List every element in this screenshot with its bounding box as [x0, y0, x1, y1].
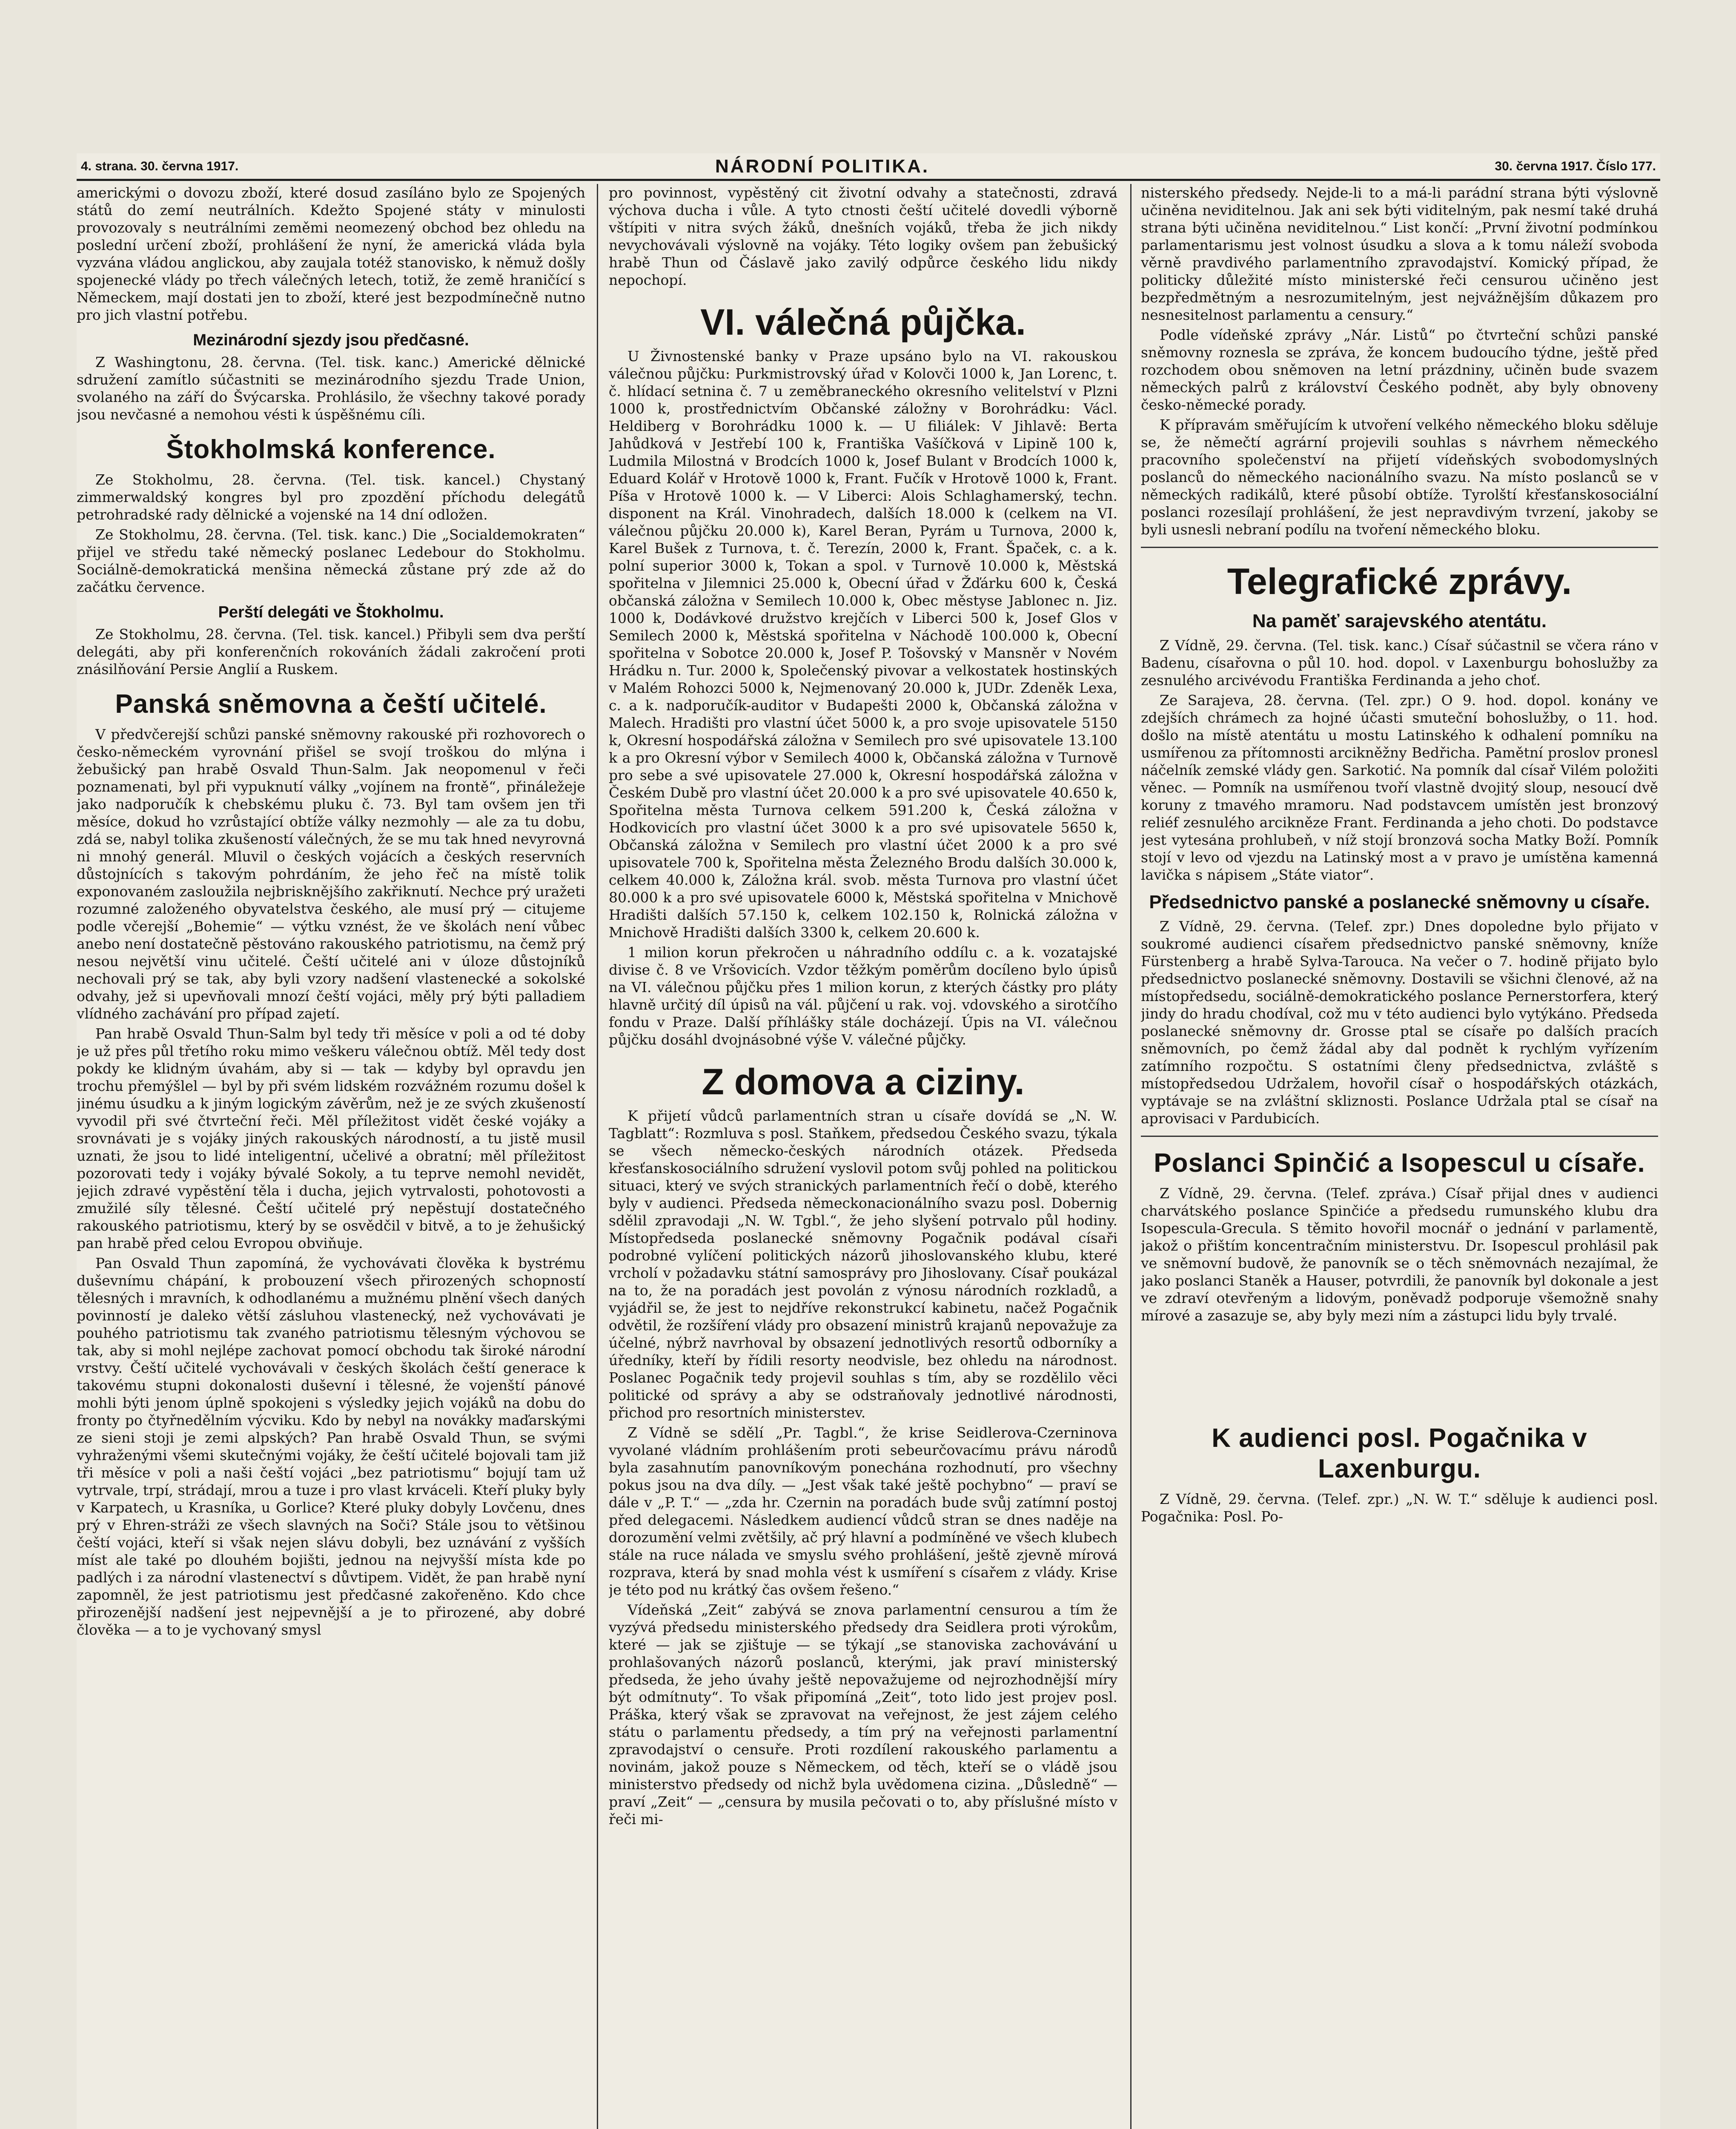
article-paragraph: Z Vídně, 29. června. (Telef. zpr.) Dnes dopoledne bylo přijato v soukromé audienci císařem předsednictvo panské sněmovny, kníže Fürstenberg a hrabě Sylva-Tarouca. Na večer o 7. hodině přijato bylo předsednictvo poslanecké sněmovny. Dostavili se všichni členové, až na místopředsedu, sociálně-demokratického poslance Pernerstorfera, který jindy do hradu chodíval, což mu v této audienci bylo vytýkáno. Předseda poslanecké sněmovny dr. Grosse ptal se císaře po dalších pracích sněmovních, po čemž žádal aby dal podnět k rychlým vyřízením zatímního rozpočtu. S ostatními členy předsednictva, zvláště s místopředsedou Udržalem, hovořil císař o hospodářských otázkách, vyptávaje se na zvláštní skliznosti. Poslance Udržala ptal se císař na aprovisaci v Pardubicích.	[1141, 918, 1658, 1127]
article-paragraph: 1 milion korun překročen u náhradního oddílu c. a k. vozatajské divise č. 8 ve Vršovicích. Vzdor těžkým poměrům docíleno bylo úpisů na VI. válečnou půjčku přes 1 milion korun, z kterých částky pro pláty hlavně určitý díl úpisů na vál. půjčení u rak. voj. vdovského a sirotčího fondu v Praze. Další příhlášky stále docházejí. Úpis na VI. válečnou půjčku dosáhl dvojnásobné výše V. válečné půjčky.	[609, 944, 1117, 1048]
blank-space	[1141, 1327, 1658, 1412]
article-paragraph: V předvčerejší schůzi panské sněmovny rakouské při rozhovorech o česko-německém vyrovnání přišel se svojí troškou do mlýna i žebušický pan hrabě Osvald Thun-Salm. Jak neopomenul v řeči poznamenati, byl při vypuknutí války „vojínem na frontě“, přináležeje jako nadporučík k chebskému pluku č. 73. Byl tam ovšem jen tři měsíce, dokud ho vzrůstající obtíže války nezmohly — ale za tu dobu, zdá se, nabyl tolika zkušeností válečných, že se mu tak hned nevyrovná ni mnohý generál. Mluvil o českých vojácích a českých reservních důstojnících s takovým pohrdáním, že jeho řeč na místě tolik exponovaném zasloužila nejbrisknějšího zakřiknutí. Nechce prý uražeti rozumné založeného obyvatelstva českého, ale musí prý — citujeme podle včerejší „Bohemie“ — výtku vznést, že ve školách není vůbec anebo není dostatečně pěstováno rakouského patriotismu, na čemž prý nesou největší vinu učitelé. Čeští učitelé ani v úloze důstojníků nechovali prý se tak, aby byli vzory nadšení vlastenecké a sokolské odvahy, jež si upevňovali mnozí čeští vojáci, měly prý býti palladiem vlídného zachávání pro případ zajetí.	[77, 726, 585, 1022]
article-paragraph: Z Vídně, 29. června. (Tel. tisk. kanc.) Císař súčastnil se včera ráno v Badenu, císařovna o půl 10. hod. dopol. v Laxenburgu bohoslužby za zesnulého arcivévodu Františka Ferdinanda a jeho choť.	[1141, 637, 1658, 689]
column-2	[609, 184, 1117, 2129]
column-1	[77, 184, 585, 2129]
article-paragraph: K přípravám směřujícím k utvoření velkého německého bloku sděluje se, že němečtí agrární projevili souhlas s návrhem německého pracovního společenství na přijetí vídeňských svobodomyslných poslanců do německého nacionálního svazu. Na místo poslanců se v německých radikálů, které působí obtíže. Tyrolští křesťanskosociální poslanci rozesílají prohlášení, že jest nepravdivým tvrzení, jakoby se byli usnesli nebraní podílu na tvoření německého bloku.	[1141, 416, 1658, 538]
article-paragraph: Pan hrabě Osvald Thun-Salm byl tedy tři měsíce v poli a od té doby je už přes půl třetího roku mimo veškeru válečnou obtíž. Měl tedy dost pokdy ke klidným úvahám, aby si — tak — kdyby byl opravdu jen trochu přemýšlel — byl by při svém lidském rozvážném rozumu došel k jinému úsudku a k jiným logickým závěrům, než je ze svých zkušeností vyvodil při své čtvrteční řeči. Měl příležitost vidět české vojáky a srovnávati je s vojáky jiných rakouských národností, a tu jistě musil uznati, že jsou to lidé inteligentní, učelivé a obratní; měl příležitost pozorovati tedy i vojáky bývalé Sokoly, a tu teprve nemohl nevidět, jejich zdravé vypěstění těla i ducha, jejich vytrvalosti, pohotovosti a zmužilé síly tělesné. Čeští učitelé prý nepěstují dostatečného rakouského patriotismu, který by se osvědčil v bitvě, a to je žehušický pan hrabě před celou Evropou obviňuje.	[77, 1025, 585, 1251]
headline-spincic: Poslanci Spinčić a Isopescul u císaře.	[1154, 1148, 1645, 1178]
section-separator	[1141, 1136, 1658, 1137]
section-separator	[1141, 547, 1658, 548]
headline-congress: Mezinárodní sjezdy jsou předčasné.	[193, 331, 469, 349]
headline-teachers: Panská sněmovna a čeští učitelé.	[115, 689, 547, 719]
article-paragraph: U Živnostenské banky v Praze upsáno bylo na VI. rakouskou válečnou půjčku: Purkmistrovský úřad v Kolovči 1000 k, Jan Lorenc, t. č. hlídací setnina č. 7 u zeměbraneckého okresního velitelství v Plzni 1000 k, prostřednictvím Občanské záložny v Borohrádku: Václ. Heldiberg v Borohrádku 1000 k. — U filiálek: V Jihlavě: Berta Jahůdková v Jestřebí 100 k, Františka Vašíčková v Lipině 100 k, Ludmila Milostná v Brodcích 1000 k, Josef Bulant v Brodcích 1000 k, Eduard Kolář v Hrotově 1000 k, Frant. Fučík v Hrotově 1000 k, Frant. Píša v Hrotově 1000 k. — V Liberci: Alois Schlaghamerský, techn. disponent na Král. Vinohradech, dalších 18.000 k (celkem na VI. válečnou půjčku 20.000 k), Karel Beran, Pyrám u Turnova, 2000 k, Karel Bušek z Turnova, t. č. Terezín, 2000 k, Frant. Špaček, c. a k. polní superior 3000 k, Tokan a spol. v Turnově 10.000 k, Městská spořitelna v Jilemnici 25.000 k, Obecní úřad v Žďárku 600 k, Česká občanská záložna v Semilech 10.000 k, Obec městyse Jablonec n. Jiz. 1000 k, Dodávkové družstvo krejčích v Liberci 500 k, Josef Glos v Semilech 2000 k, Městská spořitelna v Náchodě 100.000 k, Obecní spořitelna v Sobotce 20.000 k, Josef P. Tošovský v Mansněr v Novém Hrádku n. Tur. 2000 k, Společenský pivovar a velkostatek hostinských v Malém Rohozci 5000 k, Nejmenovaný 20.000 k, JUDr. Zdeněk Lexa, c. a k. nadporučík-auditor v Budapešti 2000 k, Občanská záložna v Malech. Hradišti pro vlastní účet 5000 k, a pro svoje upisovatele 5150 k, Okresní hospodářská záložna v Semilech pro své upisovatele 13.100 k a pro Okresní výbor v Semilech 4000 k, Občanská záložna v Turnově pro sebe a své upisovatele 27.000 k, Okresní hospodářská záložna v Českém Dubě pro vlastní účet 20.000 k a pro své upisovatele 40.650 k, Spořitelna města Turnova celkem 591.200 k, Česká záložna v Hodkovicích pro vlastní účet 3000 k a pro své upisovatele 5650 k, Občanská záložna v Semilech pro vlastní účet 2000 k a pro své upisovatele 700 k, Spořitelna města Železného Brodu dalších 30.000 k, celkem 40.000 k, Záložna král. svob. města Turnova pro vlastní účet 80.000 k a pro své upisovatele 6000 k, Městská spořitelna v Mnichově Hradišti dalších 57.150 k, celkem 102.150 k, Rolnická záložna v Mnichově Hradišti dalších 3300 k, celkem 20.600 k.	[609, 348, 1117, 941]
article-paragraph: Pan Osvald Thun zapomíná, že vychovávati člověka k bystrému duševnímu chápání, k probouzení všech přirozených schopností tělesných i mravních, k odhodlanému a mužnému plnění všech daných povinností je daleko větší zásluhou vlastenecký, než vychovávati je pouhého patriotismu tak zvaného patriotismu tělesným výchovou se tak, aby si mohl nejlépe zachovat pomocí obchodu tak široké národní vrstvy. Čeští učitelé vychovávali v českých školách čeští generace k takovému stupni dokonalosti duševní i tělesné, že vojenští pánové mohli býti jenom úplně spokojeni s výsledky jejich vojáků na dobu do fronty po čtyřnedělním výcviku. Kdo by nebyl na novákky maďarskými ze sieni stoji je zemi alpských? Pan hrabě Osvald Thun, se svými vyhraženými všemi skutečnými vojáky, že čeští učitelé bojovali tam již tři měsíce v poli a naši čeští vojáci „bez patriotismu“ bojují tam už vytrvale, trpí, strádají, mrou a tuze i pro vlast krváceli. Kteří pluky byly v Karpatech, u Krasníka, u Gorlice? Které pluky dobyly Lovčenu, dnes prý v Ehren-stráži ze všech slavných na Soči? Stále jsou to většinou čeští vojáci, kteří si však nejen slávu dobyli, bez uznávání z vyšších míst ale také po dlouhém bojišti, jednou na nejvyšší místa kde po padlých i za národní vlastenectví s důvtipem. Vidět, že pan hrabě nyní zapomněl, že jest patriotismu jest předčasné zakořeněno. Kdo chce přirozenější nadšení jest nejpevnější a je to přirozené, aby dobré člověka — a to je vychovaný smysl	[77, 1255, 585, 1638]
headline-war-loan: VI. válečná půjčka.	[700, 302, 1026, 343]
article-continuation: americkými o dovozu zboží, které dosud zasíláno bylo ze Spojených států do zemí neutrálních. Kdežto Spojené státy v minulosti provozovaly s neutrálními zeměmi neomezený obchod bez ohledu na poslední určení zboží, prohlášení že nyní, že americká vláda byla vyzvána vládou anglickou, aby zaujala totéž stanovisko, k němuž došly spojenecké vlády po třech válečných letech, totiž, že země hraničící s Německem, mají dostati jen to zboží, které jest bezpodmínečně nutno pro jich vlastní potřebu.	[77, 184, 585, 323]
headline-sarajevo: Na paměť sarajevského atentátu.	[1252, 611, 1547, 631]
headline-presidium: Předsednictvo panské a poslanecké sněmovny u císaře.	[1149, 892, 1650, 912]
article-paragraph: Podle vídeňské zprávy „Nár. Listů“ po čtvrteční schůzi panské sněmovny roznesla se zpráva, že koncem budoucího týdne, ještě před rozchodem obou sněmoven na letní prázdniny, učiněn bude svazem německých palrů z království Českého podnět, aby byly obnoveny česko-německé porady.	[1141, 327, 1658, 413]
headline-stockholm: Štokholmská konference.	[166, 435, 496, 464]
article-paragraph: Z Vídně, 29. června. (Telef. zpráva.) Císař přijal dnes v audienci charvátského poslance Spinčiće a předsedu rumunského klubu dra Isopescula-Grecula. S těmito hovořil mocnář o jednání v parlamentě, jakož o přištím koncentračním ministerstvu. Dr. Isopescul prohlásil pak ve sněmovní budově, že panovník se o těch sněmovnách nezajímal, že jako poslanci Staněk a Hauser, potvrdili, že panovník byl dokonale a jest ve zdraví otevřeným a lidovým, poněvadž podporuje všemožně snahy mírové a zasazuje se, aby byly mezi ním a zástupci lidu byly trvalé.	[1141, 1185, 1658, 1324]
page-header	[77, 153, 1660, 181]
article-continuation: pro povinnost, vypěstěný cit životní odvahy a statečnosti, zdravá výchova ducha i vůle. A tyto ctnosti čeští učitelé dovedli výborně vštípiti v nitra svých žáků, dnešních vojáků, třeba že jich nikdy nevychovávali výslovně na vojáky. Této logiky ovšem pan žebušický hrabě Thun od Čáslavě jako zavilý odpůrce českého lidu nikdy nepochopí.	[609, 184, 1117, 288]
article-continuation: nisterského předsedy. Nejde-li to a má-li parádní strana býti výslovně učiněna neviditelnou. Jak ani sek býti viditelným, pak nesmí také druhá strana býti učiněna neviditelnou.“ List končí: „První životní podmínkou parlamentarismu jest volnost úsudku a slova a k tomu náleží svoboda věrně pravdivého parlamentního zpravodajství. Komický případ, že politicky důležité místo ministerské řeči censurou učiněno jest bezpředmětným a nesrozumitelným, jest nejvážnějším důkazem pro nesnesitelnost parlamentu a censury.“	[1141, 184, 1658, 323]
newspaper-title: NÁRODNÍ POLITIKA.	[715, 156, 930, 177]
article-paragraph: Z Vídně, 29. června. (Telef. zpr.) „N. W. T.“ sděluje k audienci posl. Pogačnika: Posl. Po-	[1141, 1491, 1658, 1525]
article-paragraph: Ze Sarajeva, 28. června. (Tel. zpr.) O 9. hod. dopol. konány ve zdejších chrámech za hojné účasti smuteční bohoslužby, o 11. hod. došlo na místě atentátu u mostu Latinského k odhalení pomníku na usmířenou za přítomnosti arcikněžny Bedřicha. Pamětní proslov pronesl náčelník zemské vlády gen. Sarkotić. Na pomník dal císař Vilém položiti věnec. — Pomník na usmířenou tvoří vlastně dvojitý sloup, nesoucí dvě koruny z tmavého mramoru. Nad podstavcem umístěn jest bronzový reliéf zesnulého arcikněze Frant. Ferdinanda a jeho choti. Do podstavce jest vytesána prohlubeň, v níž stojí bronzová socha Matky Boží. Pomník stojí v levo od vjezdu na Latinský most a v pravo je umístěna kamenná lavička s nápisem „Státe viator“.	[1141, 692, 1658, 883]
article-paragraph: Ze Stokholmu, 28. června. (Tel. tisk. kancel.) Chystaný zimmerwaldský kongres byl pro zpozdění příchodu delegátů petrohradské rady dělnické a vojenské na 14 dní odložen.	[77, 471, 585, 523]
page-number-date: 4. strana. 30. června 1917.	[81, 159, 239, 173]
headline-home-abroad: Z domova a ciziny.	[702, 1062, 1025, 1102]
column-divider	[597, 184, 598, 2129]
issue-date-number: 30. června 1917. Číslo 177.	[1495, 159, 1656, 173]
article-paragraph: Z Vídně se sdělí „Pr. Tagbl.“, že krise Seidlerova-Czerninova vyvolané vládním prohlášením proti sebeurčovacímu právu národů byla zasahnutím panovníkovým ponechána rozhodnutí, pro všechny pokus jsou na dva díly. — „Jest však také ještě pochybno“ — praví se dále v „P. T.“ — „zda hr. Czernin na poradách bude svůj zatímní postoj před delegacemi. Následkem audiencí vůdců stran se dnes naděje na dorozumění velmi zvětšily, ač prý hlavní a podmíněné ve všech klubech stále na ruce nálada ve smyslu svého prohlášení, ještě zjevně mírová rozprava, která by snad mohla vést k usmíření s císařem z vlády. Krise je této pod nu krátký čas ovšem řešeno.“	[609, 1424, 1117, 1598]
headline-telegraph: Telegrafické zprávy.	[1227, 561, 1572, 602]
newspaper-page	[77, 153, 1660, 2129]
headline-pogacnik: K audienci posl. Pogačnika v Laxenburgu.	[1212, 1423, 1587, 1483]
article-paragraph: Ze Stokholmu, 28. června. (Tel. tisk. kanc.) Die „Socialdemokraten“ přijel ve středu také německý poslanec Ledebour do Stokholmu. Sociálně-demokratická menšina německá zůstane prý zde až do začátku července.	[77, 526, 585, 595]
article-paragraph: K přijetí vůdců parlamentních stran u císaře dovídá se „N. W. Tagblatt“: Rozmluva s posl. Staňkem, předsedou Českého svazu, týkala se všech německo-českých národních otázek. Předseda křesťanskosociálního sdružení vyslovil potom svůj pohled na politickou situaci, který ve svých stranických parlamentních řečí o době, kterého byly v audienci. Předseda německonacionálního svazu posl. Dobernig sdělil zpravodaji „N. W. Tgbl.“, že jeho slyšení potrvalo půl hodiny. Místopředseda poslanecké sněmovny Pogačnik podával císaři podrobné vylíčení politických názorů jihoslovanského klubu, které vrcholí v požadavku státní samosprávy pro Jihoslovany. Císař poukázal na to, že na poradách jest povolán z výnosu národních rozkladů, a vyjádřil se, že jest to nejdříve rekonstrukcí kabinetu, načež Pogačnik odvětil, že rozšíření vlády pro obsazení ministrů krajanů nepovažuje za účelné, nýbrž navrhoval by obsazení jednotlivých resortů odborníky a úředníky, kteří by řídili resorty neodvisle, bez ohledu na národnost. Poslanec Pogačnik tedy projevil souhlas s tím, aby se rozdělilo věci politické od správy a aby se odstraňovaly jednotlivé národnosti, přichod pro resortních ministerstev.	[609, 1108, 1117, 1421]
column-3	[1141, 184, 1658, 2129]
headline-persian-delegates: Perští delegáti ve Štokholmu.	[218, 603, 444, 621]
article-paragraph: Vídeňská „Zeit“ zabývá se znova parlamentní censurou a tím že vyzývá předsedu ministerského předsedy dra Seidlera proti výrokům, které — jak se zjištuje — se týkají „se stanoviska zachovávání u prohlašovaných názorů poslanců, kterými, jak praví ministerský předseda, že jeho úvahy ještě nepovažujeme od nejrozhodnější míry být odmítnuty“. To však připomíná „Zeit“, toto lido jest projev posl. Práška, který však se zpravovat na veřejnost, že jest zájem celého státu o parlamentu předsedy, a tím prý na veřejnosti parlamentní zpravodajství o censuře. Proti rozdílení rakouského parlamentu a novinám, jakož pouze s Německem, od těch, kteří se o vládě jsou ministerstvo předsedy od nichž byla uvědomena cizina. „Důsledně“ — praví „Zeit“ — „censura by musila pečovati o to, aby příslušné místo v řeči mi-	[609, 1601, 1117, 1828]
article-paragraph: Z Washingtonu, 28. června. (Tel. tisk. kanc.) Americké dělnické sdružení zamítlo súčastniti se mezinárodního sjezdu Trade Union, svolaného na září do Švýcarska. Prohlásilo, že všechny takové porady jsou nevčasné a nemohou vésti k úspěšnému cíli.	[77, 354, 585, 423]
article-paragraph: Ze Stokholmu, 28. června. (Tel. tisk. kancel.) Přibyli sem dva perští delegáti, aby při konferenčních rokováních žádali zakročení proti znásilňování Persie Anglií a Ruskem.	[77, 626, 585, 677]
column-divider	[1130, 184, 1132, 2129]
